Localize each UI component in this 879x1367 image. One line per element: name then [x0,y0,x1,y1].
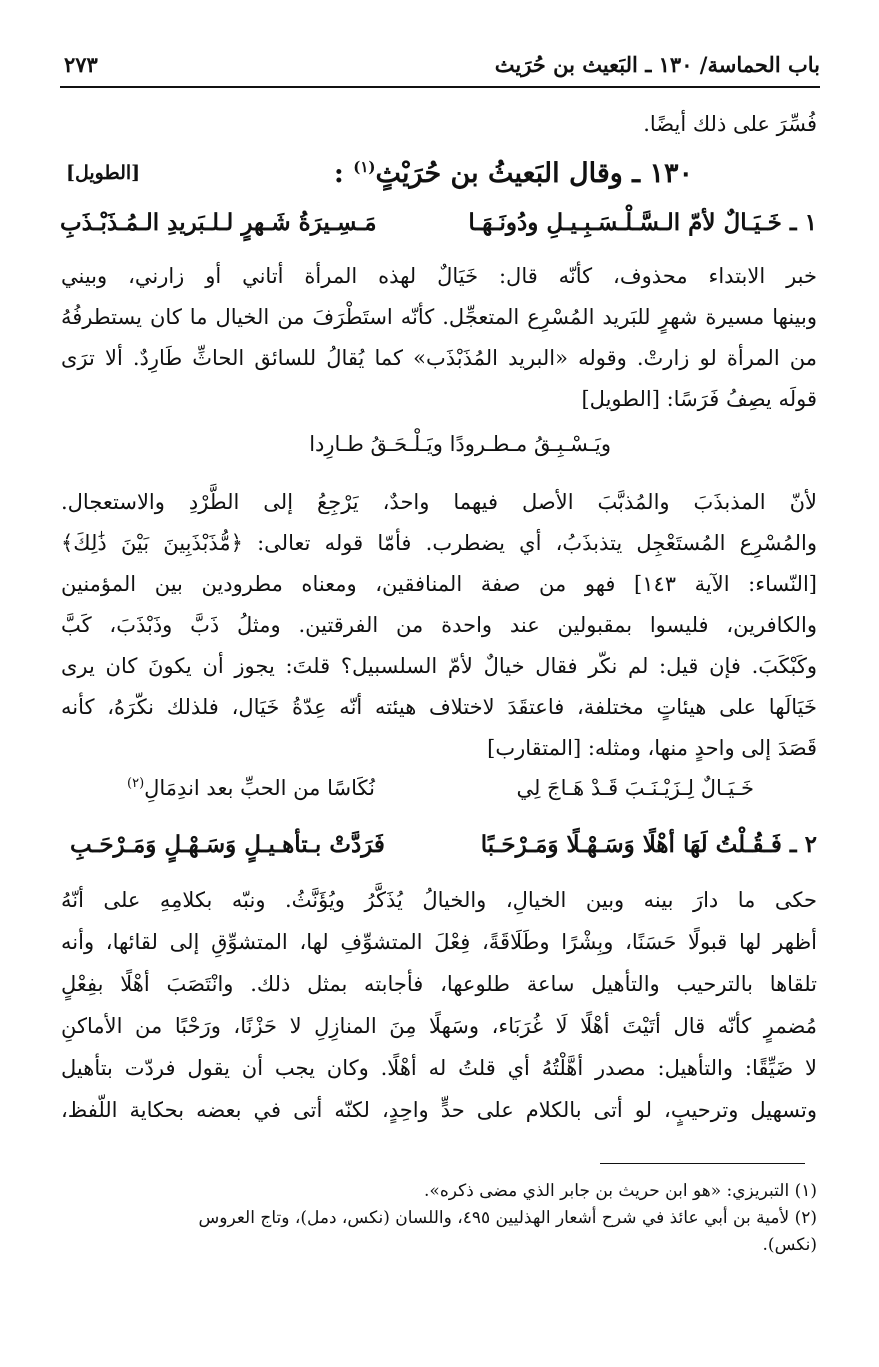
commentary-3-line-6: وتسهيل وترحيبٍ، لو أتى بالكلام على حدٍّ واحِدٍ، لكنّه أتى في بعضه بحكاية اللّفظ، [61,1098,817,1122]
section-title-text: ١٣٠ ـ وقال البَعيثُ بن حُرَيْثٍ [375,158,693,189]
commentary-2-line-5: وكَبْكَبَ. فإن قيل: لم نكّر فقال خيالٌ لأمّ السلسبيل؟ قلتَ: يجوز أن يكونَ كان يرى [61,654,817,678]
footnote-ref-1: (١) [353,158,376,176]
footnote-2: (٢) لأمية بن أبي عائذ في شرح أشعار الهذليين ٤٩٥، واللسان (نكس، دمل)، وتاج العروس [198,1208,817,1228]
page-header [60,48,820,84]
quoted-hemistich: ويَـسْـبِـقُ مـطـرودًا ويَـلْـحَـقُ طـارِدا [309,432,611,456]
section-meter: [الطويل] [66,162,141,184]
verse-2-second-hemistich: فَرَدَّتْ بـتأهـيـلٍ وَسَـهْـلٍ وَمَـرْحَـبِ [70,831,385,858]
footnote-2-continued: (نكس). [762,1235,817,1255]
commentary-1-line-2: وبينها مسيرة شهرٍ للبَريد المُسْرِع المتعجِّل. كأنّه استَطْرَفَ من الخيال ما كان يستطرفُهُ [61,305,817,329]
commentary-2-line-3: [النّساء: الآية ١٤٣] فهو من صفة المنافقين، ومعناه مطرودين بين المؤمنين [61,572,817,596]
section-title-colon: : [333,158,344,189]
commentary-1-line-1: خبر الابتداء محذوف، كأنّه قال: خَيَالٌ لهذه المرأة أتاني أو زارني، وبيني [61,264,817,288]
commentary-3-line-5: لا ضَيِّقًا: والتأهيل: مصدر أهَّلْتُهُ أي قلتُ له أهْلًا. وكان يجب أن يقول فردّت بتأهيل [61,1056,817,1080]
section-title [334,158,693,189]
running-title: باب الحماسة/ ١٣٠ ـ البَعيث بن حُرَيث [494,52,820,77]
header-rule [60,86,820,88]
footnote-1: (١) التبريزي: «هو ابن حريث بن جابر الذي مضى ذكره». [424,1181,817,1201]
commentary-2-line-7: قَصَدَ إلى واحدٍ منها، ومثله: [المتقارب] [487,736,817,760]
commentary-2-line-6: خَيَالَها على هيئاتٍ مختلفة، فاعتقَدَ لاختلاف هيئته أنّه عِدّةُ خَيَال، فلذلك نكّرَهُ، كأنه [61,695,817,719]
footnote-ref-2: (٢) [127,776,145,791]
commentary-3-line-1: حكى ما دارَ بينه وبين الخيالِ، والخيالُ يُذَكَّرُ ويُؤَنَّثُ. ونبّه بكلامِهِ على أنّهُ [61,888,817,912]
quoted-verse-second [127,776,375,800]
intro-line: فُسِّرَ على ذلك أيضًا. [643,112,817,136]
commentary-2-line-1: لأنّ المذبذَبَ والمُذبَّبَ الأصل فيهما واحدٌ، يَرْجِعُ إلى الطَّرْدِ والاستعجال. [61,490,817,514]
quoted-verse-first: خَـيَـالٌ لِـزَيْـنَـبَ قَـدْ هَـاجَ لِي [516,776,754,800]
commentary-2-line-2: والمُسْرِع المُستَعْجِل يتذبذَبُ، أي يضطرب. فأمّا قوله تعالى: ﴿مُّذَبْذَبِينَ بَيْنَ ذَٰلِكَ﴾ [61,531,817,555]
page-number: ٢٧٣ [64,52,98,77]
verse-1-first-hemistich: ١ ـ خَـيَـالٌ لأمّ الـسَّـلْـسَـبِـيـلِ ودُونَـهَـا [468,209,817,236]
commentary-1-line-4: قولَه يصِفُ فَرَسًا: [الطويل] [581,387,817,411]
commentary-3-line-3: تلقاها بالترحيب والتأهيل ساعة طلوعها، فأجابته بمثل ذلك. وانْتَصَبَ أهْلًا بفِعْلٍ [61,972,817,996]
verse-2-first-hemistich: ٢ ـ فَـقُـلْتُ لَهَا أهْلًا وَسَـهْـلًا وَمَـرْحَـبًا [480,831,817,858]
quoted-verse-second-text: نُكَاسًا من الحبِّ بعد اندِمَالِ [144,776,375,800]
commentary-1-line-3: من المرأة لو زارتْ. وقوله «البريد المُذَبْذَب» كما يُقالُ للسائق الحاثِّ طَارِدٌ. ألا ترَى [61,346,817,370]
commentary-3-line-2: أظهر لها قبولًا حَسَنًا، وبِشْرًا وطَلَاقَةً، فِعْلَ المتشوِّفِ لها، المتشوِّقِ إلى لقائها، وأنه [61,930,817,954]
verse-1-second-hemistich: مَـسِـيرَةُ شَـهرٍ لـلـبَريدِ الـمُـذَبْـذَبِ [60,209,377,236]
commentary-3-line-4: مُضمرٍ كأنّه قال أتَيْتَ أهْلًا لَا غُرَبَاء، وسَهلًا مِنَ المنازِلِ لا حَزْنًا، ورَحْبًا من الأماكنِ [61,1014,817,1038]
commentary-2-line-4: والكافرين، فليسوا بمقبولين عند واحدة من الفرقتين. ومثلُ ذَبَّ وذَبْذَبَ، كَبَّ [61,613,817,637]
footnote-rule [600,1163,805,1164]
